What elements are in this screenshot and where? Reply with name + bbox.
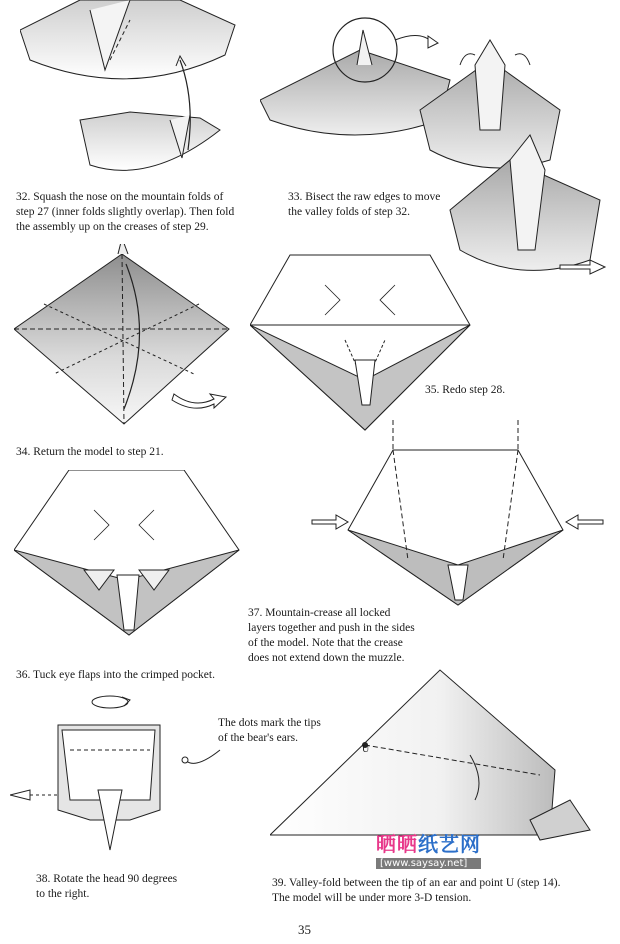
step-35-diagram xyxy=(250,245,480,435)
step-32-diagram xyxy=(20,0,240,180)
step-34-diagram xyxy=(14,244,244,434)
step-33-caption: 33. Bisect the raw edges to move the valley folds of step 32. xyxy=(288,191,441,218)
step-37-caption: 37. Mountain-crease all locked layers together and push in the sides of the model. Note that the crease does not extend down the muzzle. xyxy=(248,607,415,664)
step-36-caption: 36. Tuck eye flaps into the crimped pocket. xyxy=(16,669,215,681)
step-35-caption: 35. Redo step 28. xyxy=(425,384,506,396)
site-watermark xyxy=(376,828,481,869)
step-39-caption: 39. Valley-fold between the tip of an ear and point U (step 14). The model will be under more 3-D tension. xyxy=(272,877,561,904)
step-32-caption: 32. Squash the nose on the mountain folds of step 27 (inner folds slightly overlap). Then fold the assembly up on the creases of step 29. xyxy=(16,191,235,233)
point-u-label: U xyxy=(362,744,370,755)
step-34-caption: 34. Return the model to step 21. xyxy=(16,446,164,458)
step-33-diagram xyxy=(260,10,620,280)
step-36-diagram xyxy=(14,470,244,640)
step-37-diagram xyxy=(308,420,618,610)
watermark-url: [www.saysay.net] xyxy=(376,858,481,869)
page-number: 35 xyxy=(298,922,311,937)
step-38-caption: 38. Rotate the head 90 degrees to the right. xyxy=(36,873,178,900)
ear-tips-callout: The dots mark the tips of the bear's ears. xyxy=(218,717,321,744)
step-38-diagram xyxy=(10,690,230,870)
watermark-chinese-text: 晒晒纸艺网 xyxy=(376,832,481,856)
